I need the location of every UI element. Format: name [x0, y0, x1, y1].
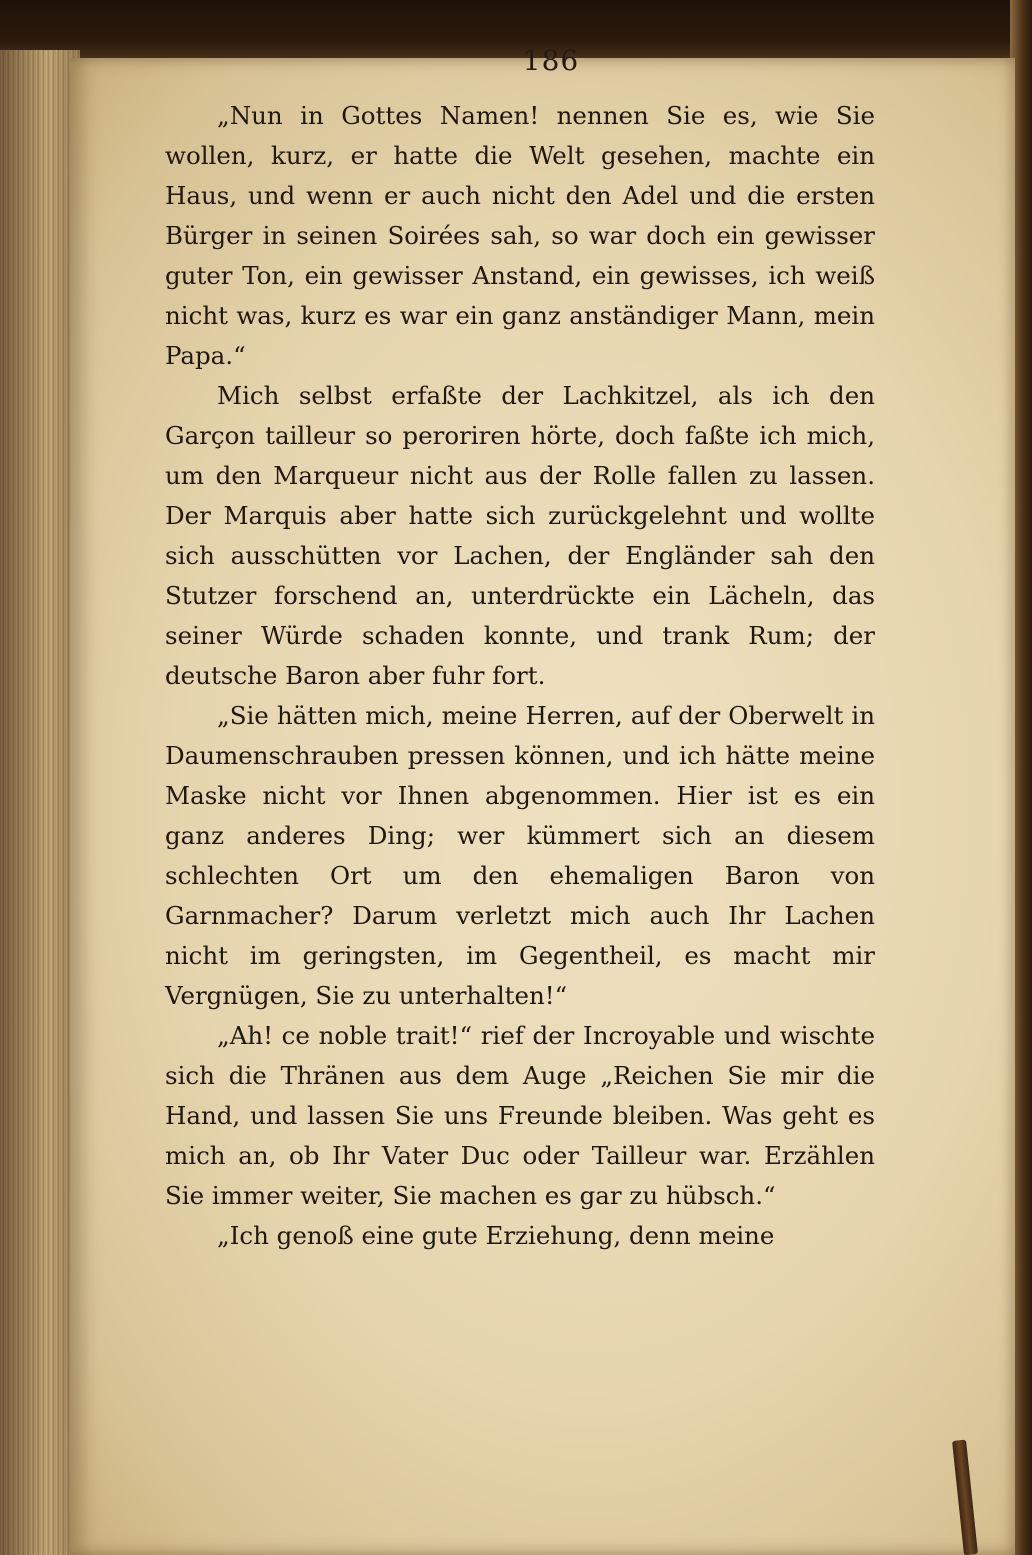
- paragraph: „Sie hätten mich, meine Herren, auf der Oberwelt in Daumenschrauben pressen können, und ich hätte meine Maske nicht vor Ihnen abgenommen. Hier ist es ein ganz anderes Ding; wer kümmert sich an diesem schlechten Ort um den ehemaligen Baron von Garnmacher? Darum verletzt mich auch Ihr Lachen nicht im geringsten, im Gegentheil, es macht mir Vergnügen, Sie zu unterhalten!“: [165, 701, 875, 1010]
- paragraph: „Nun in Gottes Namen! nennen Sie es, wie Sie wollen, kurz, er hatte die Welt gesehen, machte ein Haus, und wenn er auch nicht den Adel und die ersten Bürger in seinen Soirées sah, so war doch ein gewisser guter Ton, ein gewisser Anstand, ein gewisses, ich weiß nicht was, kurz es war ein ganz anständiger Mann, mein Papa.“: [165, 101, 875, 370]
- page-edges: [0, 50, 80, 1555]
- paragraph: Mich selbst erfaßte der Lachkitzel, als ich den Garçon tailleur so peroriren hörte, doch faßte ich mich, um den Marqueur nicht aus der Rolle fallen zu lassen. Der Marquis aber hatte sich zurückgelehnt und wollte sich ausschütten vor Lachen, der Engländer sah den Stutzer forschend an, unterdrückte ein Lächeln, das seiner Würde schaden konnte, und trank Rum; der deutsche Baron aber fuhr fort.: [165, 381, 875, 690]
- body-text: [165, 96, 875, 1256]
- paragraph: „Ah! ce noble trait!“ rief der Incroyable und wischte sich die Thränen aus dem Auge „Reichen Sie mir die Hand, und lassen Sie uns Freunde bleiben. Was geht es mich an, ob Ihr Vater Duc oder Tailleur war. Erzählen Sie immer weiter, Sie machen es gar zu hübsch.“: [165, 1021, 875, 1210]
- page-number: 186: [522, 44, 580, 77]
- paragraph: „Ich genoß eine gute Erziehung, denn meine: [217, 1221, 775, 1250]
